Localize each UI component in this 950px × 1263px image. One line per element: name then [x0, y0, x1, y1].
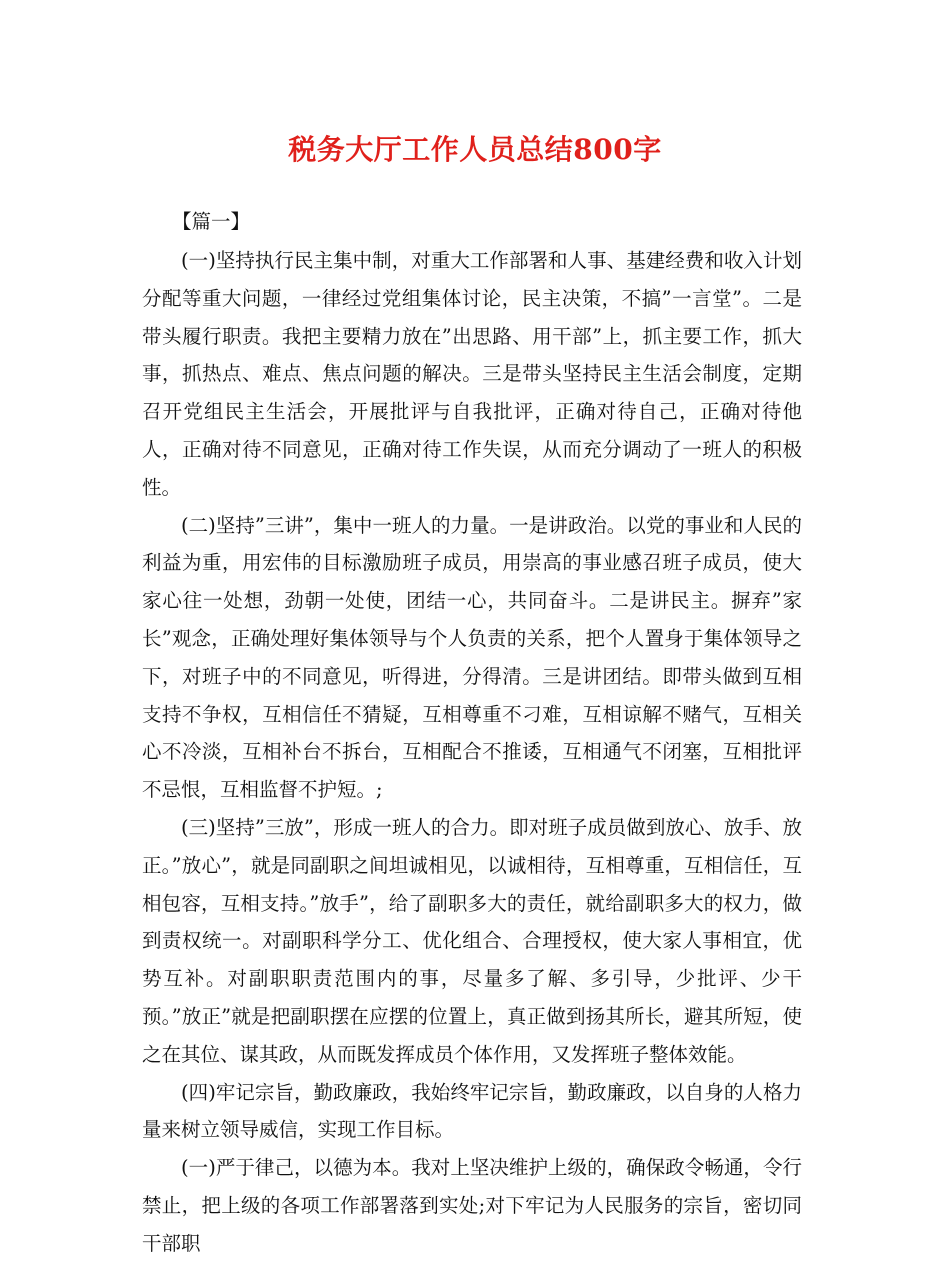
- document-body: [142, 202, 802, 1263]
- paragraph-3: (三)坚持”三放”，形成一班人的合力。即对班子成员做到放心、放手、放正。”放心”，就是同副职之间坦诚相见，以诚相待，互相尊重，互相信任，互相包容，互相支持。”放手”，给了副职多大的责任，就给副职多大的权力，做到责权统一。对副职科学分工、优化组合、合理授权，使大家人事相宜，优势互补。对副职职责范围内的事，尽量多了解、多引导，少批评、少干预。”放正”就是把副职摆在应摆的位置上，真正做到扬其所长，避其所短，使之在其位、谋其政，从而既发挥成员个体作用，又发挥班子整体效能。: [142, 815, 802, 1066]
- document-title: 税务大厅工作人员总结800字: [288, 133, 662, 166]
- paragraph-5: (一)严于律己，以德为本。我对上坚决维护上级的，确保政令畅通，令行禁止，把上级的各项工作部署落到实处;对下牢记为人民服务的宗旨，密切同干部职: [142, 1156, 802, 1255]
- paragraph-1: (一)坚持执行民主集中制，对重大工作部署和人事、基建经费和收入计划分配等重大问题，一律经过党组集体讨论，民主决策，不搞”一言堂”。二是带头履行职责。我把主要精力放在”出思路、用干部”上，抓主要工作，抓大事，抓热点、难点、焦点问题的解决。三是带头坚持民主生活会制度，定期召开党组民主生活会，开展批评与自我批评，正确对待自己，正确对待他人，正确对待不同意见，正确对待工作失误，从而充分调动了一班人的积极性。: [142, 249, 802, 499]
- paragraph-4: (四)牢记宗旨，勤政廉政，我始终牢记宗旨，勤政廉政，以自身的人格力量来树立领导威信，实现工作目标。: [142, 1080, 802, 1142]
- paragraph-2: (二)坚持”三讲”，集中一班人的力量。一是讲政治。以党的事业和人民的利益为重，用宏伟的目标激励班子成员，用崇高的事业感召班子成员，使大家心往一处想，劲朝一处使，团结一心，共同奋斗。二是讲民主。摒弃”家长”观念，正确处理好集体领导与个人负责的关系，把个人置身于集体领导之下，对班子中的不同意见，听得进，分得清。三是讲团结。即带头做到互相支持不争权，互相信任不猜疑，互相尊重不刁难，互相谅解不赌气，互相关心不冷淡，互相补台不拆台，互相配合不推诿，互相通气不闭塞，互相批评不忌恨，互相监督不护短。;: [142, 513, 802, 802]
- section-label: 【篇一】: [172, 210, 251, 233]
